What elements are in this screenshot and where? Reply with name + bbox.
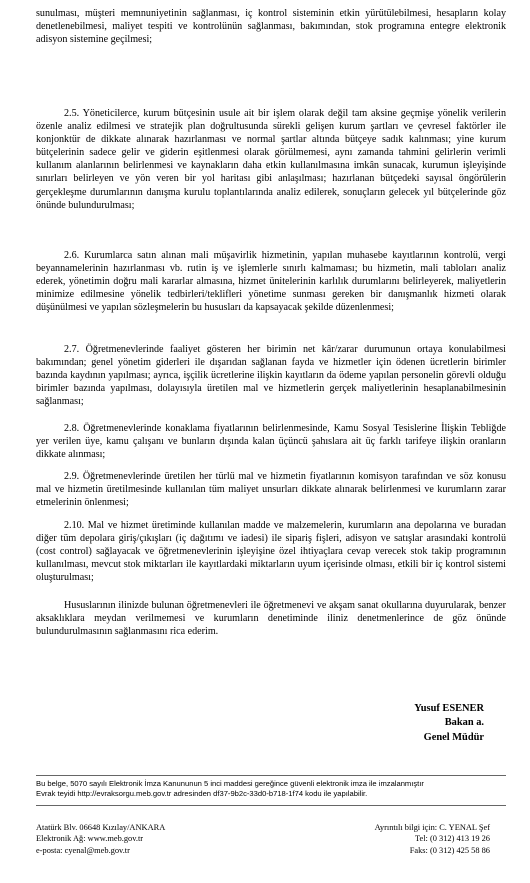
- paragraph-2-8: 2.8. Öğretmenevlerinde konaklama fiyatlarının belirlenmesinde, Kamu Sosyal Tesislerine İlişkin Tebliğde yer verilen üye, kamu çalışanı ve bunların dışında kalan üçüncü şahıslara ait üç farklı tarifeye ilişkin oranların dikkate alınması;: [36, 423, 506, 461]
- e-signature-line: Bu belge, 5070 sayılı Elektronik İmza Kanununun 5 inci maddesi gereğince güvenli elektronik imza ile imzalanmıştır: [36, 779, 424, 788]
- signer-name: Yusuf ESENER: [414, 703, 484, 714]
- footer-contact-block: [375, 822, 490, 856]
- signature-block: [414, 702, 484, 745]
- footer-website: Elektronik Ağ: www.meb.gov.tr: [36, 834, 144, 844]
- footer-email: e-posta: cyenal@meb.gov.tr: [36, 845, 130, 855]
- footer-phone: Tel: (0 312) 413 19 26: [414, 834, 490, 844]
- paragraph-2-6: 2.6. Kurumlarca satın alınan mali müşavirlik hizmetinin, yapılan muhasebe kayıtlarının kontrolü, vergi beyannamelerinin hazırlanması vb. rutin iş ve işlemlerle sınırlı kalmaması; bu hizmetin, mali tabloları analiz ederek, yönetimin doğru mali kararlar almasına, hizmet ünitelerinin karlılık durumlarını belirleyerek, maliyetlerin minimize edilmesine yönelik tedbirleri/teklifleri yönetime sunması gereken bir danışmanlık hizmeti olarak düşünülmesi ve yapılan sözleşmelerin bu hususları da kapsayacak şekilde düzenlenmesi;: [36, 250, 506, 314]
- paragraph-2-9: 2.9. Öğretmenevlerinde üretilen her türlü mal ve hizmetin fiyatlarının komisyon tarafından ve söz konusu mal ve hizmetin üretilmesinde kullanılan tüm maliyet unsurları dikkate alınarak belirlenmesi ve kurumların zarar etmelerinin önlenmesi;: [36, 471, 506, 509]
- e-signature-notice: [36, 779, 506, 800]
- closing-paragraph: Hususlarının ilinizde bulunan öğretmenevleri ile öğretmenevi ve akşam sanat okullarına duyurularak, benzer aksaklıklara meydan verilmemesi ve kurumların denetiminde iliniz denetmenlerince de göz önünde bulundurulmasının sağlanmasını rica ederim.: [36, 600, 506, 638]
- verification-top-divider: [36, 775, 506, 776]
- signer-position: Genel Müdür: [423, 731, 484, 743]
- paragraph-2-5: 2.5. Yöneticilerce, kurum bütçesinin usule ait bir işlem olarak değil tam aksine geçmişe yönelik verilerin özenle analiz edilmesi ve stratejik plan doğrultusunda sürekli gelişen kurum şartları ve çevresel faktörler ile konjonktür de dikkate alınarak hazırlanması ve normal şartlar altında bütçeye sadık kalınması; yine kurum bütçelerinin sadece gelir ve giderin eşitlenmesi olarak görülmemesi, aynı zamanda tahmini gelirlerin verimli kullanım alanlarının belirlenmesi ve kaynakların daha etkin kullanılmasına imkân sunacak, kurumun işleyişinde sınırları belirleyen ve yön veren bir yol haritası gibi anlaşılması; hazırlanan bütçedeki sayısal öngörülerin gerçekleşme durumlarının danışma kurulu toplantılarında analiz edilerek, sonuçların gelecek yıl bütçelerinde göz önünde bulundurulması;: [36, 108, 506, 211]
- intro-paragraph: sunulması, müşteri memnuniyetinin sağlanması, iç kontrol sisteminin etkin yürütülebilmesi, hesapların kolay denetlenebilmesi, maliyet tespiti ve kontrolünün sağlanması, bakımından, stok programına entegre elektronik adisyon sistemine geçilmesi;: [36, 8, 506, 46]
- footer-address-block: [36, 822, 165, 856]
- footer-address: Atatürk Blv. 06648 Kızılay/ANKARA: [36, 823, 166, 832]
- signer-title: Bakan a.: [444, 717, 484, 729]
- paragraph-2-10: 2.10. Mal ve hizmet üretiminde kullanılan madde ve malzemelerin, kurumların ana depolarına ve buradan diğer tüm depolara giriş/çıkışları (iç dağıtımı ve iadesi) ile sipariş fişleri, adisyon ve satışlar arasındaki kontrolü (cost control) sağlayacak ve öğretmenevlerinin işleyişine özel ihtiyaçlara cevap verecek stok takip programının kullanılması, mevcut stok miktarları ile kayıtlardaki miktarların uyum içerisinde olması, etkili bir iç kontrol sistemi oluşturulması;: [36, 520, 506, 584]
- verification-bottom-divider: [36, 805, 506, 806]
- footer-contact-person: Ayrıntılı bilgi için: C. YENAL Şef: [374, 823, 490, 832]
- document-verification-line: Evrak teyidi http://evraksorgu.meb.gov.tr adresinden df37-9b2c-33d0-b718-1f74 kodu ile yapılabilir.: [36, 789, 368, 799]
- footer-fax: Faks: (0 312) 425 58 86: [409, 845, 490, 855]
- paragraph-2-7: 2.7. Öğretmenevlerinde faaliyet gösteren her birimin net kâr/zarar durumunun ortaya konulabilmesi bakımından; genel yönetim giderleri ile dışarıdan sağlanan fayda ve hizmetler için ödenen ücretlerin birimler bazında kaydının yapılması; ayrıca, işçilik ücretlerine ilişkin kayıtların da ödeme yapılan personelin görevli olduğu birimler bazında yapılması, dolayısıyla üretilen mal ve hizmetlerin gerçek maliyetlerinin hesaplanabilmesinin sağlanması;: [36, 344, 506, 408]
